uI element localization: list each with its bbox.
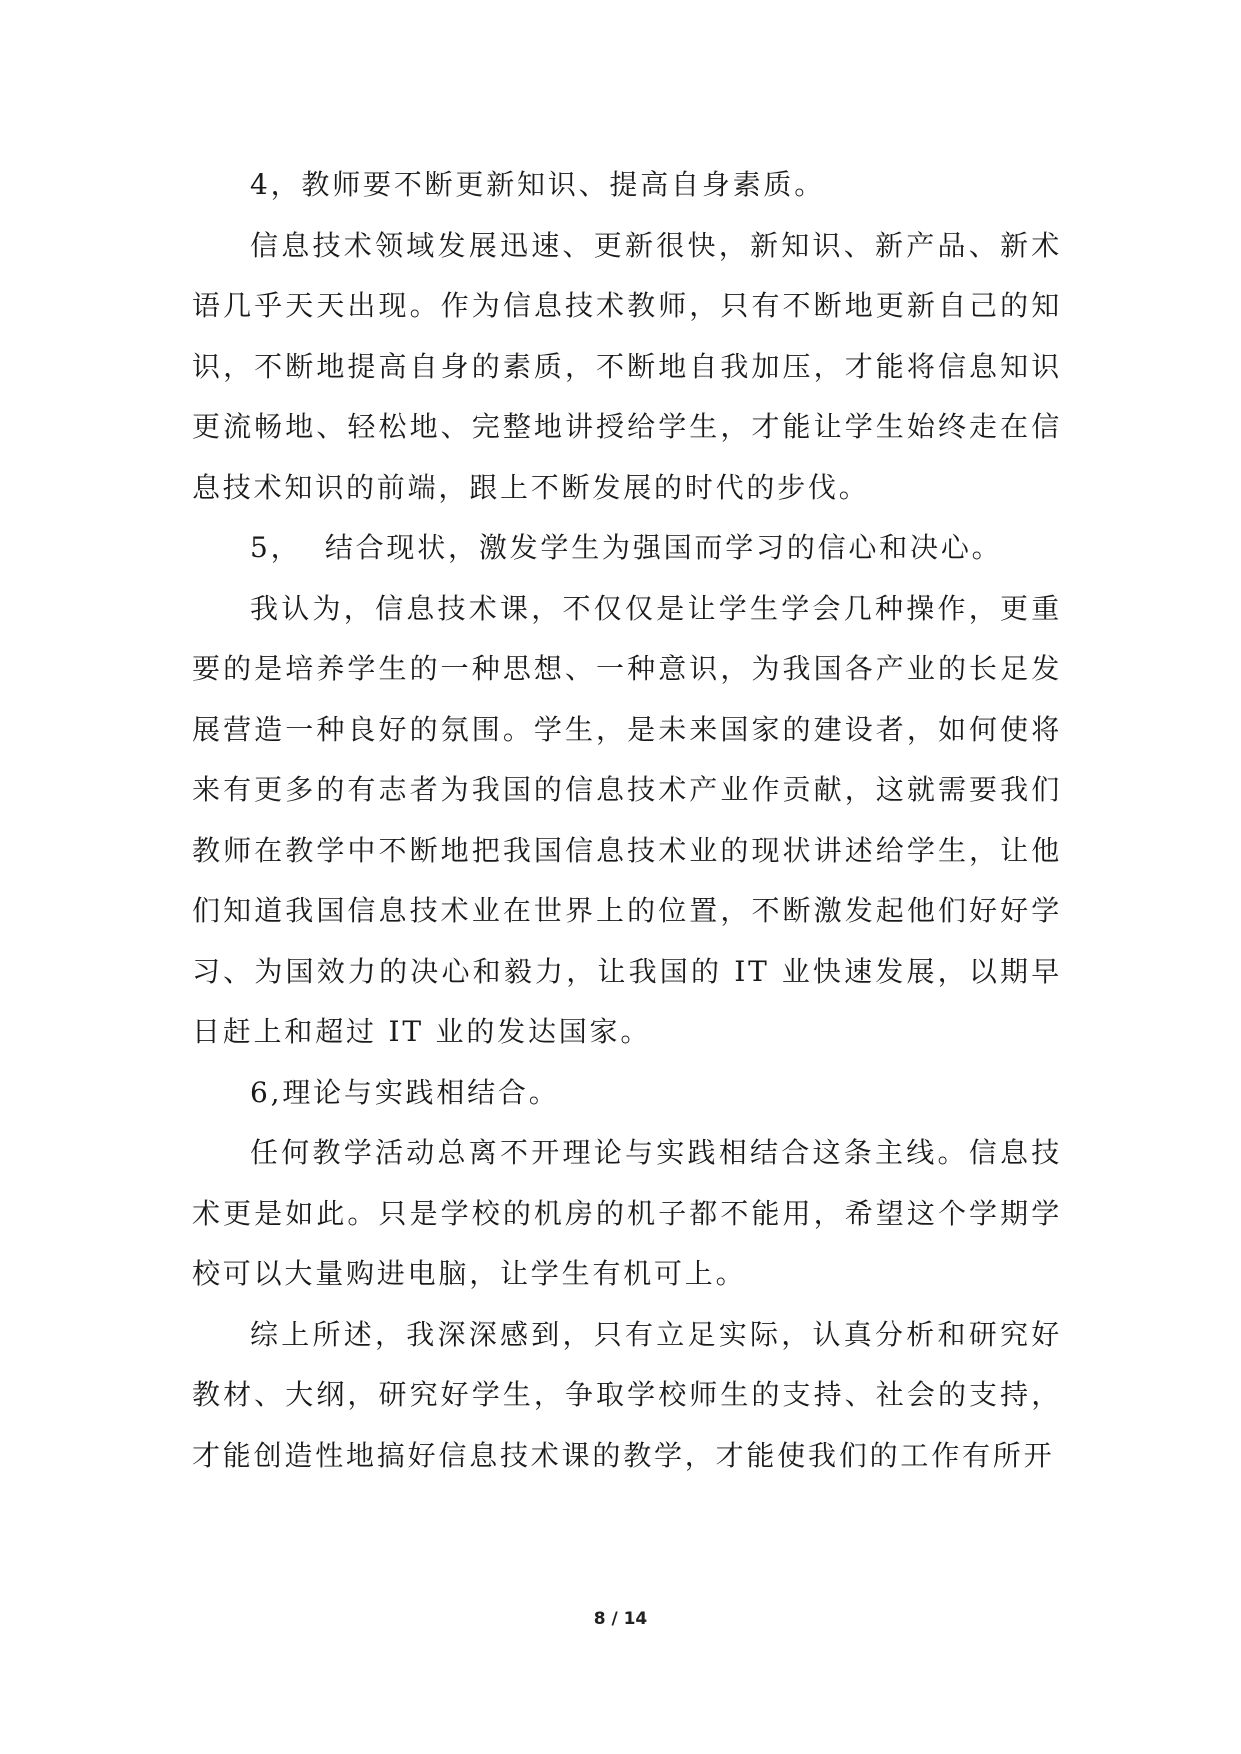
paragraph-heading-6: 6,理论与实践相结合。: [250, 1075, 560, 1109]
paragraph-summary: 综上所述，我深深感到，只有立足实际，认真分析和研究好教材、大纲，研究好学生，争取学校师生的支持、社会的支持，才能创造性地搞好信息技术课的教学，才能使我们的工作有所开: [192, 1317, 1062, 1472]
page-number: 8 / 14: [593, 1609, 648, 1629]
document-body: [192, 155, 1062, 1486]
paragraph-heading-5: 5， 结合现状，激发学生为强国而学习的信心和决心。: [250, 531, 1003, 564]
paragraph-body: 信息技术领域发展迅速、更新很快，新知识、新产品、新术语几乎天天出现。作为信息技术教师，只有不断地更新自己的知识，不断地提高自身的素质，不断地自我加压，才能将信息知识更流畅地、轻松地、完整地讲授给学生，才能让学生始终走在信息技术知识的前端，跟上不断发展的时代的步伐。: [192, 228, 1062, 504]
paragraph-heading-4: 4，教师要不断更新知识、提高自身素质。: [250, 168, 826, 201]
paragraph-body: 我认为，信息技术课，不仅仅是让学生学会几种操作，更重要的是培养学生的一种思想、一种意识，为我国各产业的长足发展营造一种良好的氛围。学生，是未来国家的建设者，如何使将来有更多的有志者为我国的信息技术产业作贡献，这就需要我们教师在教学中不断地把我国信息技术业的现状讲述给学生，让他们知道我国信息技术业在世界上的位置，不断激发起他们好好学习、为国效力的决心和毅力，让我国的 IT 业快速发展，以期早日赶上和超过 IT 业的发达国家。: [192, 591, 1062, 1048]
paragraph-body: 任何教学活动总离不开理论与实践相结合这条主线。信息技术更是如此。只是学校的机房的机子都不能用，希望这个学期学校可以大量购进电脑，让学生有机可上。: [192, 1136, 1062, 1290]
